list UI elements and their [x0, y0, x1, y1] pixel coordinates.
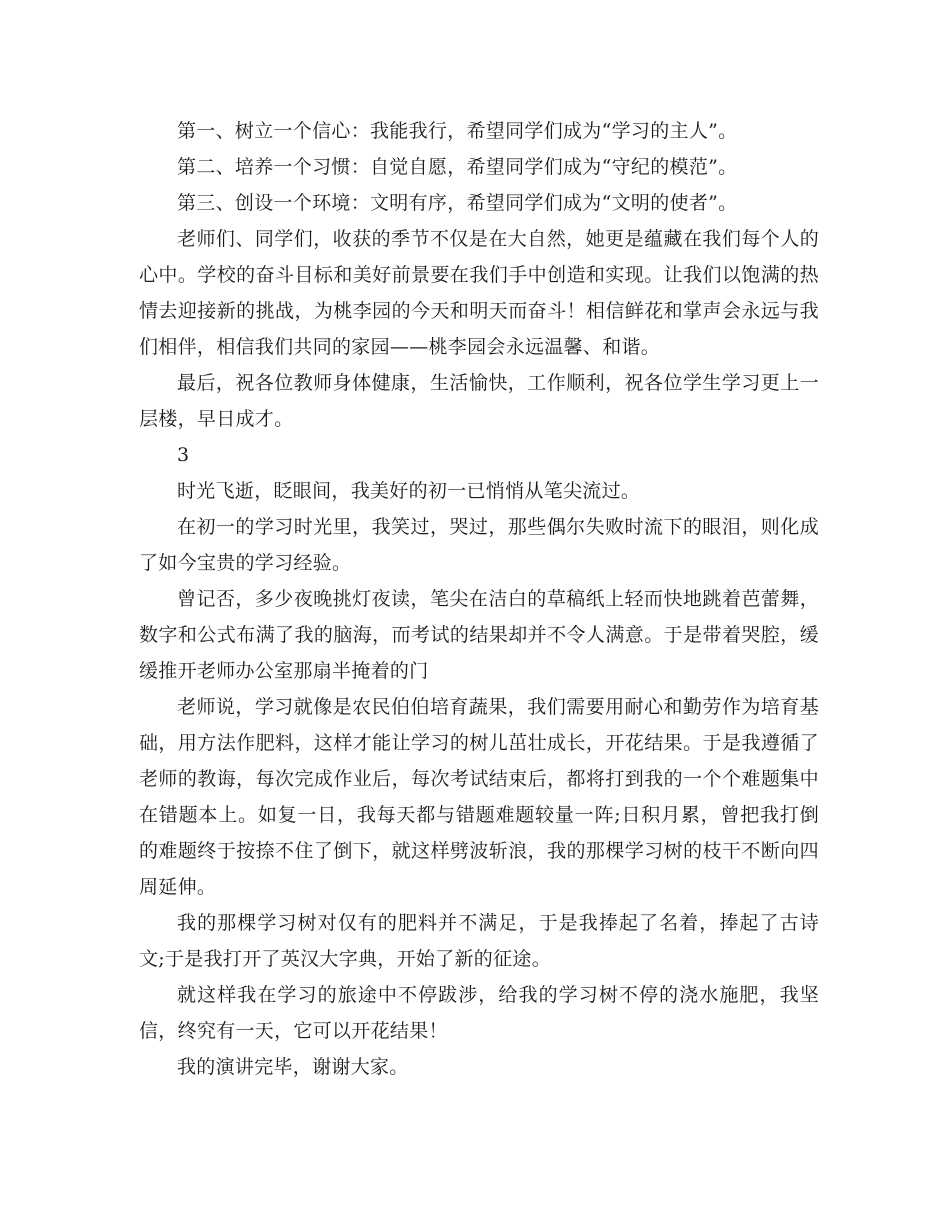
paragraph-principle-3: 第三、创设一个环境：文明有序，希望同学们成为“文明的使者”。 [177, 192, 738, 214]
paragraph-night-study: 曾记否，多少夜晚挑灯夜读，笔尖在洁白的草稿纸上轻而快地跳着芭蕾舞，数字和公式布满了我的脑海，而考试的结果却并不令人满意。于是带着哭腔，缓缓推开老师办公室那扇半掩着的门 [139, 588, 819, 682]
paragraph-journey: 就这样我在学习的旅途中不停跋涉，给我的学习树不停的浇水施肥，我坚信，终究有一天，它可以开花结果！ [139, 984, 819, 1042]
section-number: 3 [177, 444, 190, 466]
paragraph-harvest: 老师们、同学们，收获的季节不仅是在大自然，她更是蕴藏在我们每个人的心中。学校的奋斗目标和美好前景要在我们手中创造和实现。让我们以饱满的热情去迎接新的挑战，为桃李园的今天和明天而奋斗！相信鲜花和掌声会永远与我们相伴，相信我们共同的家园——桃李园会永远温馨、和谐。 [139, 228, 819, 358]
paragraph-closing-wishes: 最后，祝各位教师身体健康，生活愉快，工作顺利，祝各位学生学习更上一层楼，早日成才。 [139, 372, 819, 430]
document-body [139, 113, 819, 1085]
paragraph-study-time: 在初一的学习时光里，我笑过，哭过，那些偶尔失败时流下的眼泪，则化成了如今宝贵的学习经验。 [139, 516, 819, 574]
paragraph-learning-tree: 我的那棵学习树对仅有的肥料并不满足，于是我捧起了名着，捧起了古诗文;于是我打开了英汉大字典，开始了新的征途。 [139, 912, 819, 970]
paragraph-speech-end: 我的演讲完毕，谢谢大家。 [177, 1056, 409, 1078]
paragraph-principle-2: 第二、培养一个习惯：自觉自愿，希望同学们成为“守纪的模范”。 [177, 156, 738, 178]
paragraph-teacher-advice: 老师说，学习就像是农民伯伯培育蔬果，我们需要用耐心和勤劳作为培育基础，用方法作肥料，这样才能让学习的树儿茁壮成长，开花结果。于是我遵循了老师的教诲，每次完成作业后，每次考试结束后，都将打到我的一个个难题集中在错题本上。如复一日，我每天都与错题难题较量一阵;日积月累，曾把我打倒的难题终于按捺不住了倒下，就这样劈波斩浪，我的那棵学习树的枝干不断向四周延伸。 [139, 696, 819, 898]
paragraph-time-flies: 时光飞逝，眨眼间，我美好的初一已悄悄从笔尖流过。 [177, 480, 641, 502]
paragraph-principle-1: 第一、树立一个信心：我能我行，希望同学们成为“学习的主人”。 [177, 120, 738, 142]
